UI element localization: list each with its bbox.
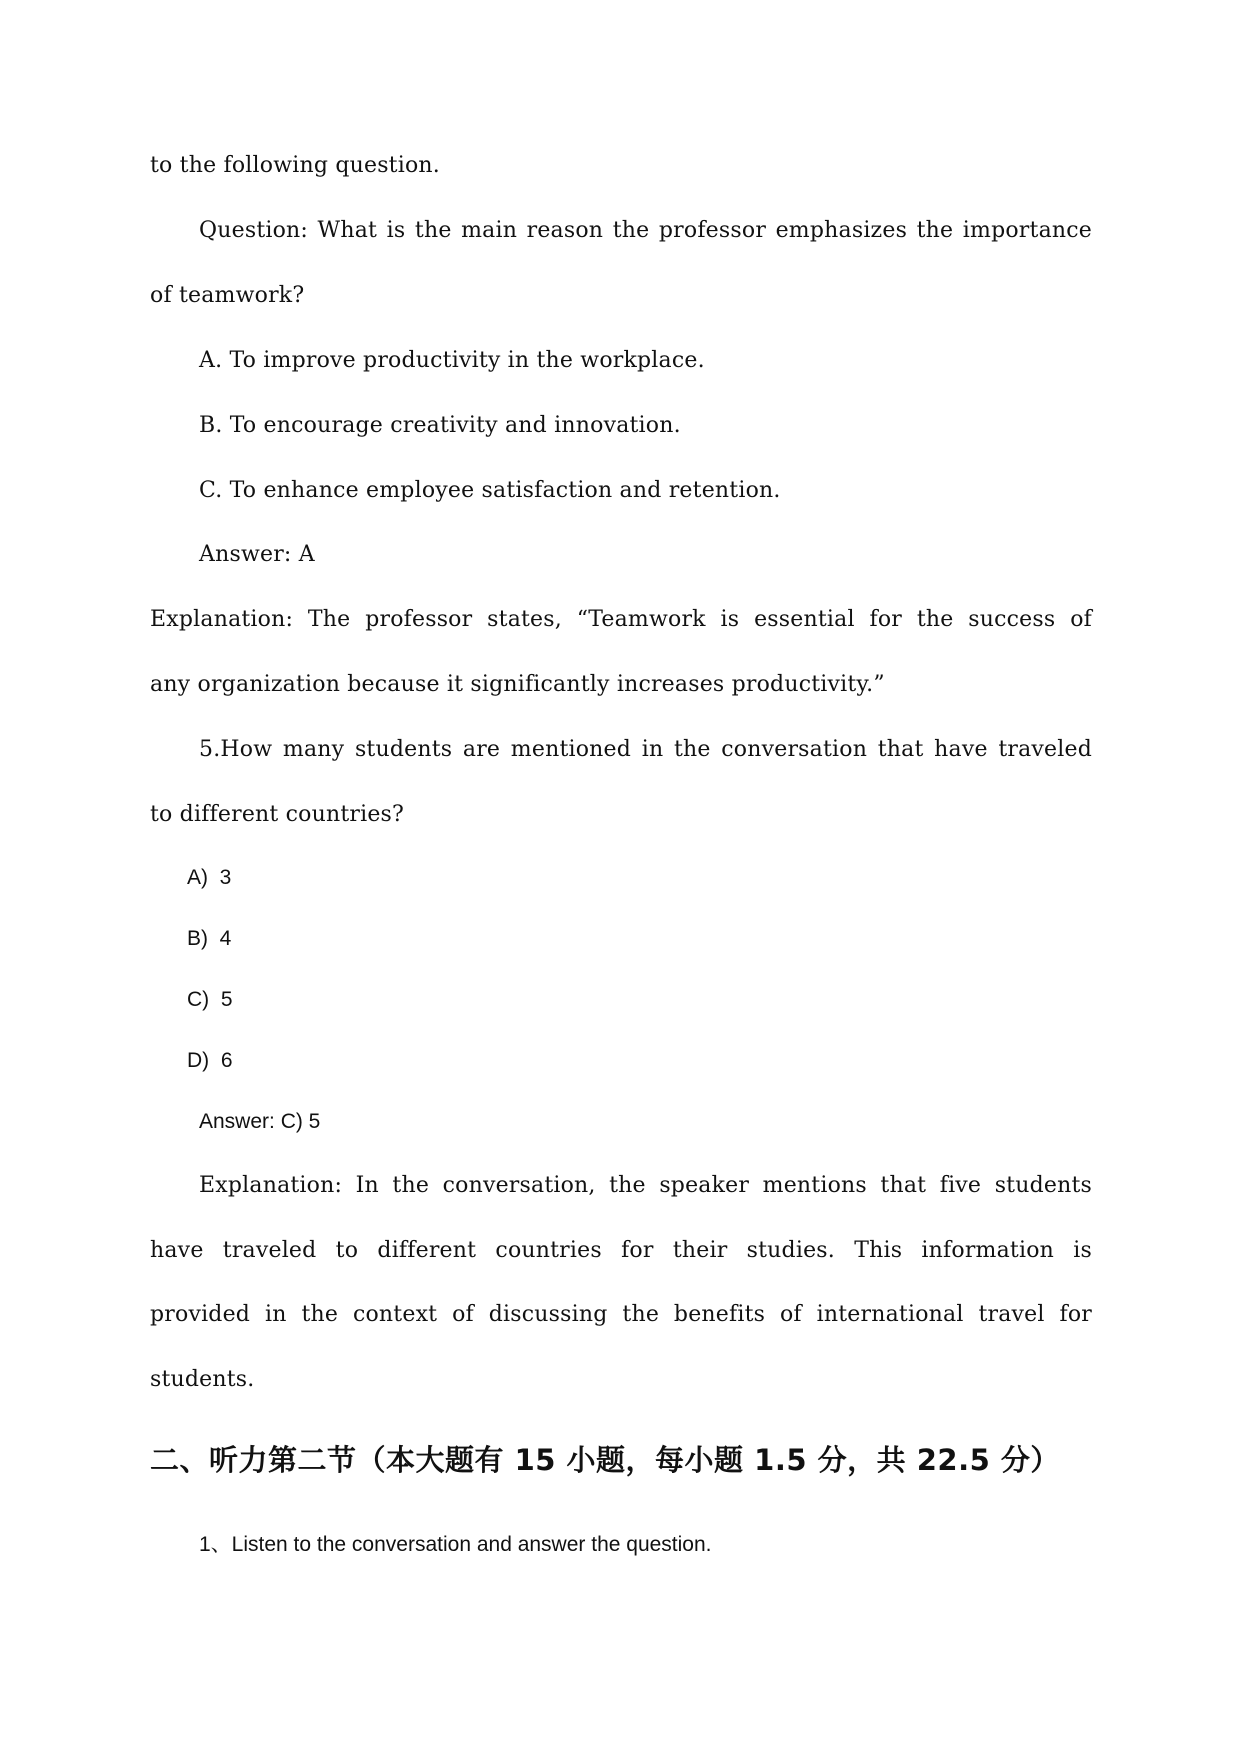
q5-question-line-2: to different countries?: [150, 802, 405, 827]
section-heading: 二、听力第二节（本大题有 15 小题，每小题 1.5 分，共 22.5 分）: [150, 1443, 1060, 1477]
q4-option-b: B. To encourage creativity and innovation.: [199, 413, 681, 438]
q4-question-line-1: Question: What is the main reason the professor emphasizes the importance: [199, 218, 1092, 243]
q5-option-c: C) 5: [187, 988, 233, 1011]
q5-option-b: B) 4: [187, 927, 232, 950]
q5-option-d: D) 6: [187, 1049, 233, 1072]
q5-explanation-line-4: students.: [150, 1367, 255, 1392]
q5-explanation-line-2: have traveled to different countries for their studies. This information is: [150, 1238, 1092, 1263]
q4-explanation-line-2: any organization because it significantly increases productivity.”: [150, 672, 885, 697]
q4-question-line-2: of teamwork?: [150, 283, 305, 308]
q4-option-a: A. To improve productivity in the workplace.: [199, 348, 705, 373]
q5-option-a: A) 3: [187, 866, 232, 889]
q5-answer: Answer: C) 5: [199, 1110, 321, 1133]
next-question-text: 1、Listen to the conversation and answer the question.: [199, 1533, 712, 1556]
q5-explanation-line-1: Explanation: In the conversation, the speaker mentions that five students: [199, 1173, 1092, 1198]
intro-tail-text: to the following question.: [150, 153, 440, 178]
q5-question-line-1: 5.How many students are mentioned in the conversation that have traveled: [199, 737, 1092, 762]
q4-option-c: C. To enhance employee satisfaction and retention.: [199, 478, 781, 503]
q4-answer: Answer: A: [199, 542, 315, 567]
q4-explanation-line-1: Explanation: The professor states, “Teamwork is essential for the success of: [150, 607, 1092, 632]
q5-explanation-line-3: provided in the context of discussing the benefits of international travel for: [150, 1302, 1092, 1327]
